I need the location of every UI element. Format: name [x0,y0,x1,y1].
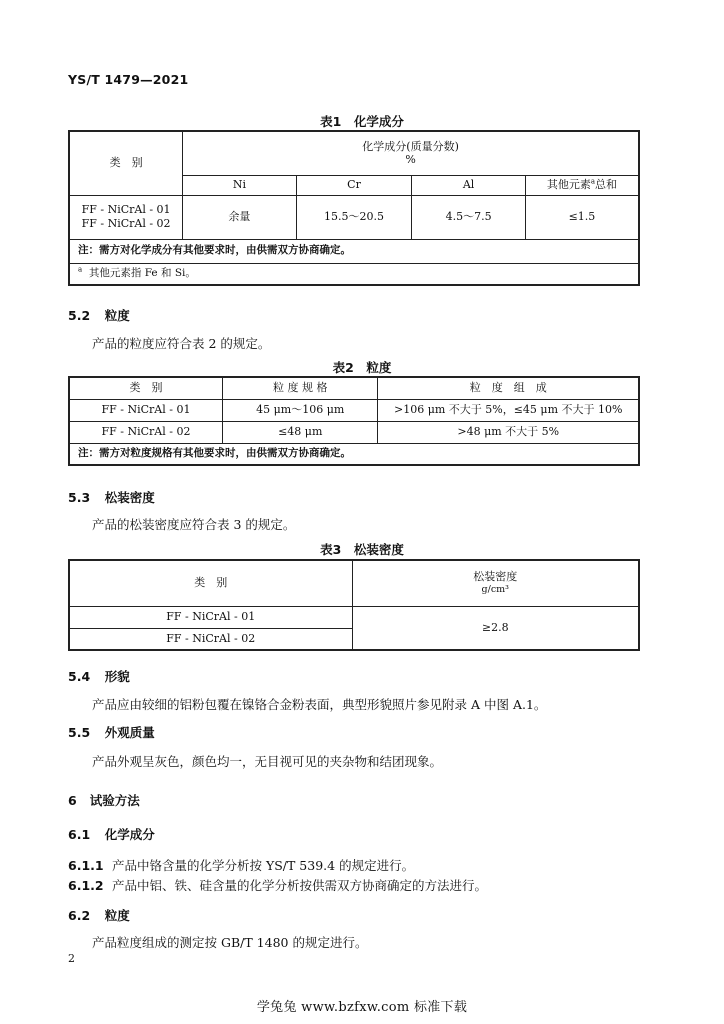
table1-product-02: FF - NiCrAl - 02 [81,217,171,230]
table3-bulk-density [68,559,640,651]
table3-caption: 表3 松装密度 [320,542,404,557]
table2-header-category: 类 别 [69,377,223,399]
table2-header-composition: 粒 度 组 成 [378,377,639,399]
table1-footnote: $^a$ 其他元素指 Fe 和 Si。 [69,263,639,285]
section-6-1-heading: 6.1 化学成分 [68,827,155,842]
table3-product-02: FF - NiCrAl - 02 [69,628,352,650]
table1-header-category: 类 别 [69,131,183,195]
table2-row-product: FF - NiCrAl - 02 [69,421,223,443]
table1-header-cr: Cr [296,175,412,195]
table2-row-spec: 45 μm～106 μm [223,399,378,421]
table1-value-others: ≤1.5 [525,195,639,239]
table1-header-group-unit: % [405,153,416,167]
section-5-3-text: 产品的松装密度应符合表 3 的规定。 [92,517,296,532]
table1-header-al: Al [412,175,526,195]
section-6-1-1: 6.1.1 产品中铬含量的化学分析按 YS/T 539.4 的规定进行。 [68,858,415,873]
table2-row-spec: ≤48 μm [223,421,378,443]
page-number: 2 [68,952,75,965]
table1-header-ni: Ni [183,175,297,195]
table3-header-category: 类 别 [69,560,352,606]
table1-header-group-title: 化学成分(质量分数) [362,139,459,153]
section-5-3-heading: 5.3 松装密度 [68,490,155,505]
table1-products-cell [69,195,183,239]
table1-value-al: 4.5～7.5 [412,195,526,239]
table2-row-composition: >48 μm 不大于 5% [378,421,639,443]
table2-particle-size [68,376,640,466]
footer-watermark-link[interactable]: 学兔兔 www.bzfxw.com 标准下载 [256,1000,468,1015]
section-5-2-text: 产品的粒度应符合表 2 的规定。 [92,336,271,351]
section-5-5-text: 产品外观呈灰色，颜色均一，无目视可见的夹杂物和结团现象。 [92,754,443,769]
section-5-2-heading: 5.2 粒度 [68,308,130,323]
table3-header-density-unit: g/cm³ [481,584,509,596]
table3-product-01: FF - NiCrAl - 01 [69,606,352,628]
table1-header-others: 其他元素$^a$总和 [525,175,639,195]
table2-note: 注：需方对粒度规格有其他要求时，由供需双方协商确定。 [69,443,639,465]
table2-row-composition: >106 μm 不大于 5%，≤45 μm 不大于 10% [378,399,639,421]
table2-caption: 表2 粒度 [332,360,392,375]
section-6-2-text: 产品粒度组成的测定按 GB/T 1480 的规定进行。 [92,935,368,950]
standard-code: YS/T 1479—2021 [68,72,189,87]
table3-value: ≥2.8 [352,606,639,650]
table1-header-group [183,131,639,175]
section-5-4-text: 产品应由较细的铝粉包覆在镍铬合金粉表面，典型形貌照片参见附录 A 中图 A.1。 [92,697,547,712]
table1-chemical-composition [68,130,640,286]
table1-caption: 表1 化学成分 [320,114,404,129]
section-6-heading: 6 试验方法 [68,793,140,808]
section-5-5-heading: 5.5 外观质量 [68,725,155,740]
table1-note: 注：需方对化学成分有其他要求时，由供需双方协商确定。 [69,239,639,263]
table1-value-cr: 15.5～20.5 [296,195,412,239]
table2-header-spec: 粒 度 规 格 [223,377,378,399]
section-6-1-2: 6.1.2 产品中铝、铁、硅含量的化学分析按供需双方协商确定的方法进行。 [68,878,488,893]
table1-value-ni: 余量 [183,195,297,239]
table2-row-product: FF - NiCrAl - 01 [69,399,223,421]
section-5-4-heading: 5.4 形貌 [68,669,130,684]
section-6-2-heading: 6.2 粒度 [68,908,130,923]
table3-header-density-title: 松装密度 [473,570,518,584]
table1-product-01: FF - NiCrAl - 01 [81,203,171,217]
table3-header-density [352,560,639,606]
